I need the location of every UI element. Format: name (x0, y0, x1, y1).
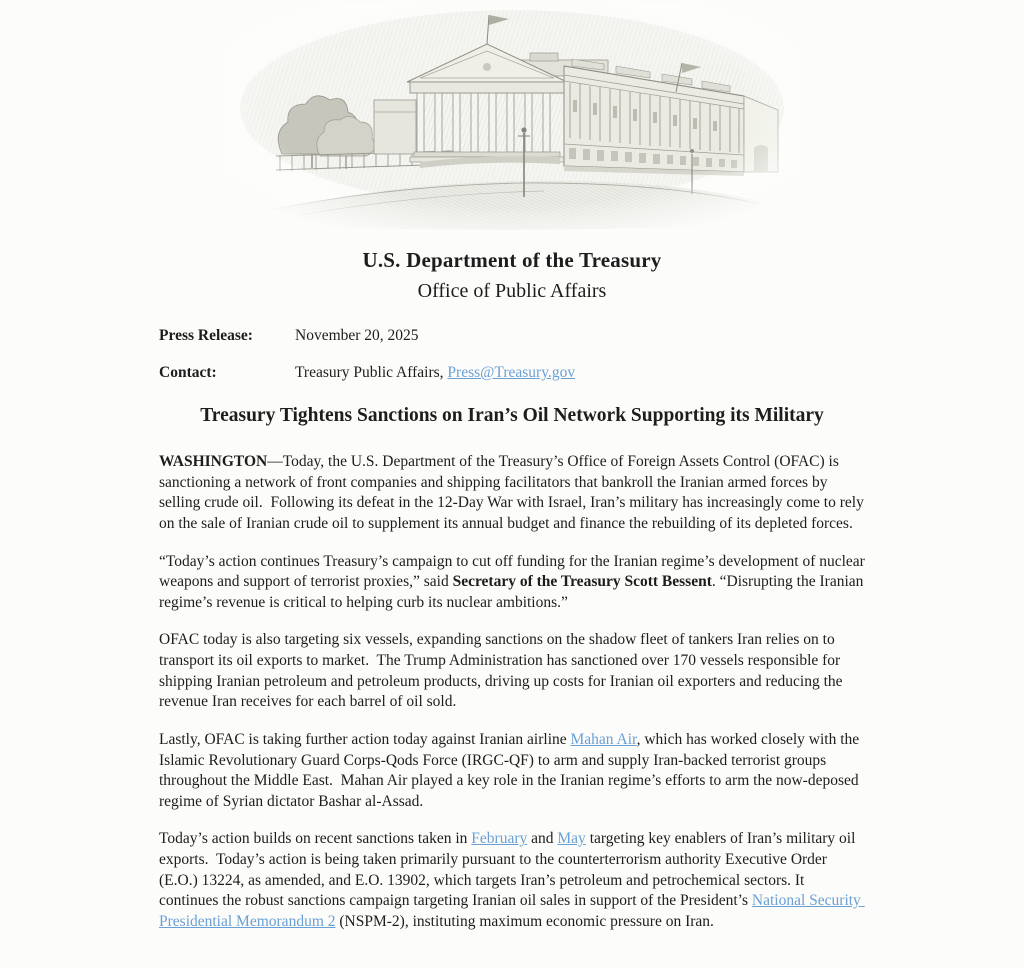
paragraph-text: Lastly, OFAC is taking further action today against Iranian airline (159, 730, 571, 748)
paragraph-text: Today’s action builds on recent sanctions taken in (159, 830, 472, 848)
paragraph-text: “Today’s action continues Treasury’s campaign to cut off funding for the Iranian regime’s development of nuclear weapons and support of terrorist proxies,” said (159, 552, 869, 591)
press-release-paragraph (159, 552, 869, 614)
org-title: U.S. Department of the Treasury (362, 248, 662, 272)
press-release-paragraph (159, 730, 865, 812)
press-release-body (159, 452, 869, 932)
paragraph-text: —Today, the U.S. Department of the Treasury’s Office of Foreign Assets Control (OFAC) is sanctioning a network of front companies and shipping facilitators that bankroll the Iranian armed forces by selling crude oil. Following its defeat in the 12-Day War with Israel, Iran’s military has increasingly come to rely on the sale of Iranian crude oil to supplement its annual budget and finance the rebuilding of its depleted forces. (159, 453, 868, 533)
treasury-building-illustration (224, 4, 800, 232)
paragraph-text: targeting key enablers of Iran’s military oil exports. Today’s action is being taken primarily pursuant to the counterterrorism authority Executive Order (E.O.) 13224, as amended, and E.O. 13902, which targets Iran’s petroleum and petrochemical sectors. It continues the robust sanctions campaign targeting Iranian oil sales in support of the President’s (159, 830, 860, 910)
inline-link[interactable]: Mahan Air (570, 730, 637, 748)
inline-link[interactable]: National Security Presidential Memorandum 2 (159, 892, 865, 930)
press-release-paragraph (159, 630, 865, 712)
inline-link[interactable]: February (471, 830, 528, 848)
paragraph-text: OFAC today is also targeting six vessels, expanding sanctions on the shadow fleet of tankers Iran relies on to transport its oil exports to market. The Trump Administration has sanctioned over 170 vessels responsible for shipping Iranian petroleum and petroleum products, driving up costs for Iranian oil exporters and reducing the revenue Iran receives for each barrel of oil sold. (159, 631, 847, 711)
contact-value-text: Treasury Public Affairs, (295, 364, 448, 381)
inline-link[interactable]: May (557, 830, 586, 848)
contact-email-link[interactable]: Press@Treasury.gov (447, 364, 576, 381)
org-subtitle: Office of Public Affairs (417, 280, 607, 302)
treasury-building-engraving (224, 4, 800, 232)
press-release-paragraph (159, 452, 868, 534)
press-release-label: Press Release: (159, 327, 253, 344)
paragraph-text: and (527, 830, 558, 848)
paragraph-text: , which has worked closely with the Islamic Revolutionary Guard Corps-Qods Force (IRGC-QF) to arm and supply Iran-backed terrorist groups throughout the Middle East. Mahan Air played a key role in the Iranian regime’s efforts to arm the now-deposed regime of Syrian dictator Bashar al-Assad. (159, 730, 864, 810)
press-release-meta (159, 327, 865, 382)
paragraph-text: (NSPM-2), instituting maximum economic pressure on Iran. (335, 912, 714, 930)
bold-text: WASHINGTON (159, 453, 268, 471)
press-release-row (159, 327, 865, 345)
press-release-date: November 20, 2025 (295, 327, 419, 344)
contact-value (295, 364, 865, 382)
headline: Treasury Tightens Sanctions on Iran’s Oil Network Supporting its Military (200, 405, 824, 426)
paragraph-text: . “Disrupting the Iranian regime’s revenue is critical to helping curb its nuclear ambitions.” (159, 573, 868, 611)
contact-label: Contact: (159, 364, 217, 381)
press-release-document (0, 4, 1024, 968)
contact-row (159, 364, 865, 382)
press-release-paragraph (159, 829, 865, 932)
bold-text: Secretary of the Treasury Scott Bessent (452, 573, 712, 591)
